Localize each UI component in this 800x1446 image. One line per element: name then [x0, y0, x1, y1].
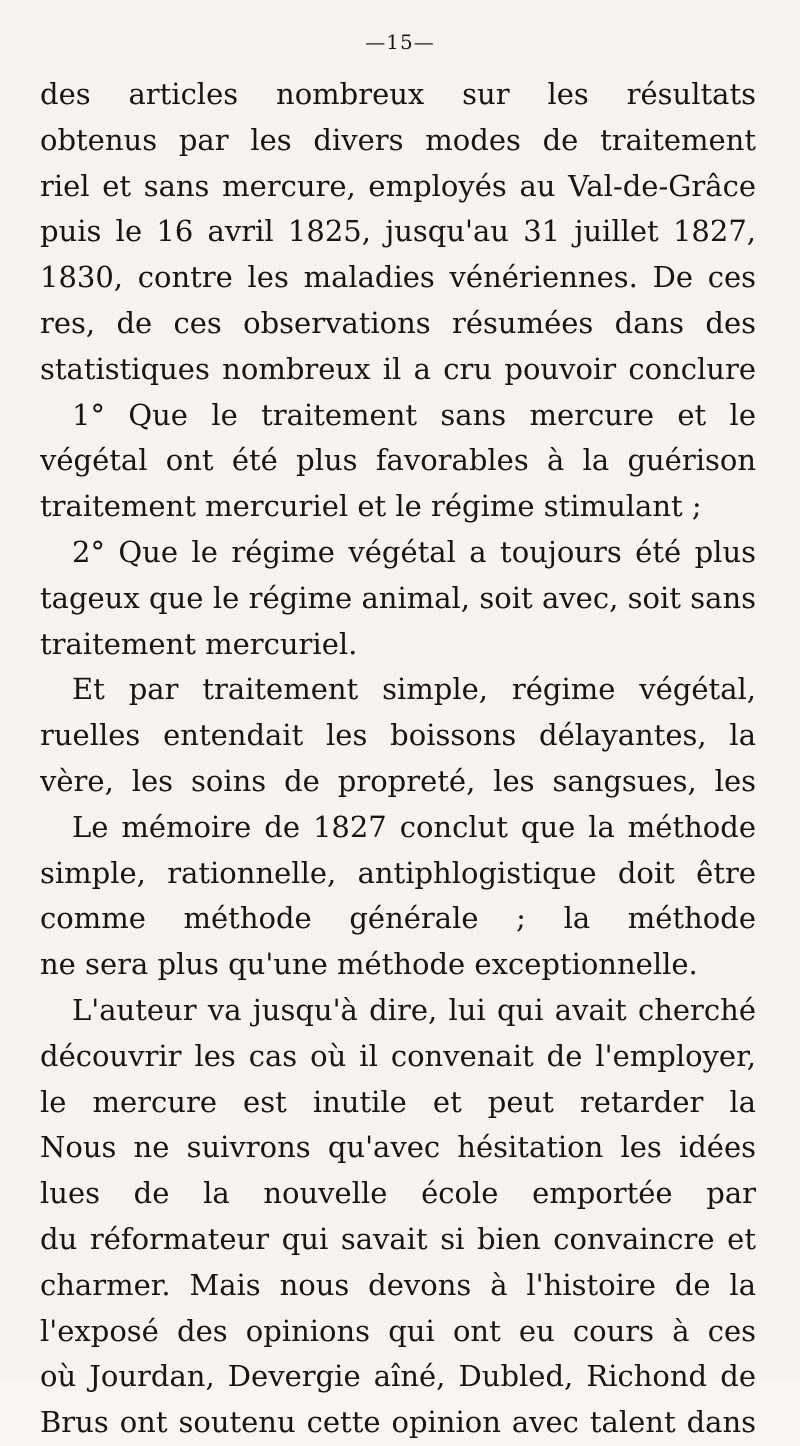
text-line: ne sera plus qu'une méthode exceptionnelle. [40, 947, 698, 982]
text-line: où Jourdan, Devergie aîné, Dubled, Richond de [40, 1359, 756, 1394]
text-line: statistiques nombreux il a cru pouvoir conclure [40, 351, 756, 386]
text-line: vère, les soins de propreté, les sangsues, les [40, 763, 756, 798]
text-line: simple, rationnelle, antiphlogistique doit être [40, 855, 756, 890]
text-line: 1° Que le traitement sans mercure et le [72, 397, 756, 432]
text-line: res, de ces observations résumées dans des [40, 305, 756, 340]
text-line: Nous ne suivrons qu'avec hésitation les idées [40, 1130, 756, 1165]
text-line: Le mémoire de 1827 conclut que la méthode [72, 809, 756, 844]
text-line: Et par traitement simple, régime végétal, [72, 672, 756, 707]
body-text [40, 72, 756, 1446]
text-line: le mercure est inutile et peut retarder la [40, 1084, 756, 1119]
text-line: Brus ont soutenu cette opinion avec talent dans [40, 1405, 756, 1440]
text-line: obtenus par les divers modes de traitement [40, 122, 756, 157]
text-line: du réformateur qui savait si bien convaincre et [40, 1221, 756, 1256]
text-line: 1830, contre les maladies vénériennes. De ces [40, 260, 756, 295]
text-line: l'exposé des opinions qui ont eu cours à ces [40, 1313, 756, 1348]
text-line: tageux que le régime animal, soit avec, soit sans [40, 580, 756, 615]
text-line: L'auteur va jusqu'à dire, lui qui avait cherché [72, 992, 756, 1027]
text-line: découvrir les cas où il convenait de l'employer, [40, 1038, 756, 1073]
text-line: 2° Que le régime végétal a toujours été plus [72, 534, 756, 569]
page-number: —15— [365, 30, 435, 54]
text-line: végétal ont été plus favorables à la guérison [40, 443, 756, 478]
text-line: comme méthode générale ; la méthode [40, 901, 756, 936]
text-line: lues de la nouvelle école emportée par [40, 1176, 756, 1211]
text-line: traitement mercuriel. [40, 626, 358, 661]
text-line: traitement mercuriel et le régime stimulant ; [40, 489, 702, 524]
text-line: des articles nombreux sur les résultats [40, 77, 756, 111]
text-line: riel et sans mercure, employés au Val-de-Grâce [40, 168, 756, 203]
text-line: puis le 16 avril 1825, jusqu'au 31 juillet 1827, [40, 214, 756, 249]
text-line: charmer. Mais nous devons à l'histoire de la [40, 1267, 756, 1302]
text-line: ruelles entendait les boissons délayantes, la [40, 718, 756, 753]
